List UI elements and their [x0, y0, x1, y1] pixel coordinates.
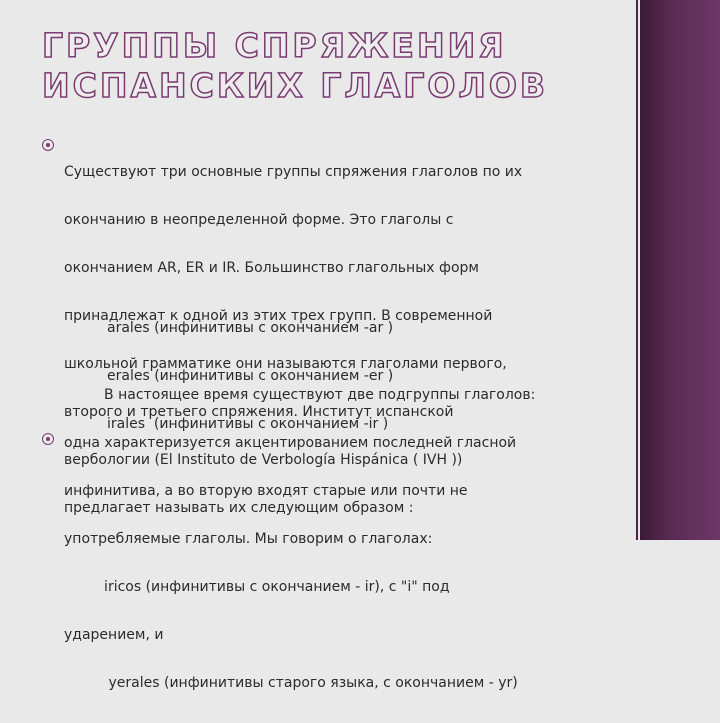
- text-line: предлагает называть их следующим образом :: [64, 500, 414, 516]
- bullet-icon: [42, 433, 54, 445]
- bullet-icon: [42, 139, 54, 151]
- list-item: arales (инфинитивы с окончанием -ar ): [107, 320, 394, 336]
- text-line: школьной грамматике они называются глаголами первого,: [64, 356, 507, 372]
- text-line: окончанием AR, ER и IR. Большинство глагольных форм: [64, 260, 479, 276]
- text-line: вербологии (El Instituto de Verbología Hispánica ( IVH )): [64, 452, 463, 468]
- decorative-side-band: [640, 0, 720, 540]
- text-line: yerales (инфинитивы старого языка, с окончанием - yr): [64, 675, 518, 691]
- decorative-side-line: [636, 0, 638, 540]
- slide-title: ГРУППЫ СПРЯЖЕНИЯ ИСПАНСКИХ ГЛАГОЛОВ: [42, 26, 549, 105]
- text-line: второго и третьего спряжения. Институт испанской: [64, 404, 454, 420]
- text-line: Существуют три основные группы спряжения глаголов по их: [64, 164, 523, 180]
- text-line: iricos (инфинитивы с окончанием - ir), с "i" под: [64, 579, 450, 595]
- text-line: инфинитива, а во вторую входят старые или почти не: [64, 483, 468, 499]
- text-line: одна характеризуется акцентированием последней гласной: [64, 435, 517, 451]
- text-line: окончанию в неопределенной форме. Это глаголы с: [64, 212, 454, 228]
- text-line: принадлежат к одной из этих трех групп. В современной: [64, 308, 493, 324]
- paragraph-subgroups: [64, 355, 535, 723]
- text-line: употребляемые глаголы. Мы говорим о глаголах:: [64, 531, 433, 547]
- text-line: ударением, и: [64, 627, 164, 643]
- text-line: В настоящее время существуют две подгруппы глаголов:: [64, 387, 536, 403]
- list-item: erales (инфинитивы с окончанием -er ): [107, 368, 394, 384]
- list-item: irales (инфинитивы с окончанием -ir ): [107, 416, 389, 432]
